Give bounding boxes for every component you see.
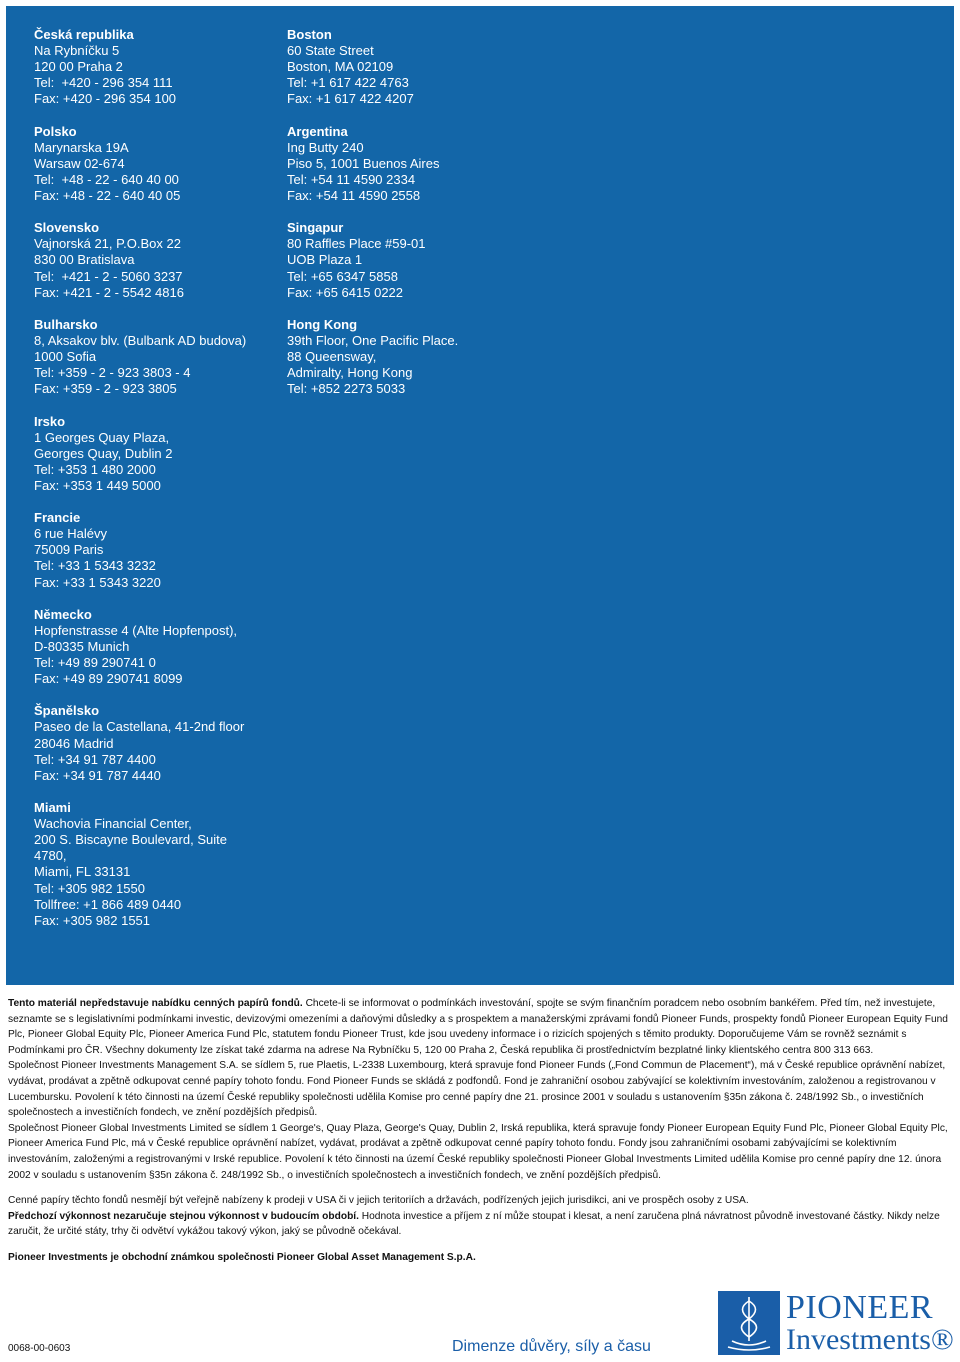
office-block xyxy=(287,124,567,205)
office-block xyxy=(34,27,284,108)
performance-warning: Předchozí výkonnost nezaručuje stejnou výkonnost v budoucím období. xyxy=(8,1210,359,1222)
office-name: Hong Kong xyxy=(287,316,358,332)
office-line: Hopfenstrasse 4 (Alte Hopfenpost), xyxy=(34,622,238,638)
office-line: 60 State Street xyxy=(287,43,374,58)
office-block xyxy=(34,414,284,495)
office-line: Tel: +1 617 422 4763 xyxy=(287,75,409,91)
office-line: 75009 Paris xyxy=(34,542,104,558)
office-line: Fax: +33 1 5343 3220 xyxy=(34,574,161,590)
performance-text: Hodnota investice a příjem z ní může stoupat i klesat, a není zaručena plná návratnost původně investované částky. Nikdy nelze zaručit, že určité státy, trhy či odvětví vykážou takový výkon, jaký se původně očekával. xyxy=(8,1210,940,1238)
office-line: Tel: +359 - 2 - 923 3803 - 4 xyxy=(34,365,191,381)
office-block xyxy=(34,220,284,301)
office-line: Piso 5, 1001 Buenos Aires xyxy=(287,155,440,171)
office-block xyxy=(34,317,284,398)
office-line: 4780, xyxy=(34,848,67,864)
office-line: Fax: +420 - 296 354 100 xyxy=(34,91,177,107)
office-block xyxy=(287,27,567,108)
office-line: Fax: +353 1 449 5000 xyxy=(34,477,161,493)
office-name: Francie xyxy=(34,510,81,526)
office-line: UOB Plaza 1 xyxy=(287,252,363,268)
office-line: Miami, FL 33131 xyxy=(34,864,131,880)
disclaimer-lead: Tento materiál nepředstavuje nabídku cenných papírů fondů. xyxy=(8,998,303,1009)
office-line: Tel: +33 1 5343 3232 xyxy=(34,558,156,574)
office-line: 120 00 Praha 2 xyxy=(34,59,123,75)
office-line: Marynarska 19A xyxy=(34,139,129,155)
office-line: Tel: +65 6347 5858 xyxy=(287,268,398,284)
office-line: 1 Georges Quay Plaza, xyxy=(34,429,170,445)
office-line: Tel: +353 1 480 2000 xyxy=(34,461,156,477)
office-line: Fax: +49 89 290741 8099 xyxy=(34,671,183,687)
office-line: Tel: +421 - 2 - 5060 3237 xyxy=(34,268,183,284)
office-line: 39th Floor, One Pacific Place. xyxy=(287,332,459,348)
disclaimer-paragraph-3: Společnost Pioneer Global Investments Limited se sídlem 1 George's, Quay Plaza, George's Quay, Dublin 2, Irská republika, která spravuje fondy Pioneer European Equity Fund Plc, Pioneer Global Equity Plc, Pioneer America Fund Plc, má v České republice oprávnění nabízet, vydávat, prodávat a zpětně odkupovat cenné papíry tohoto fondu. Fondy jsou zahraničními osobami zabývajícími se kolektivním investováním, založenými a registrovanými v Irské republice. Povolení k této činnosti na území České republiky společnosti Pioneer Global Investments Limited udělila Komise pro cenné papíry dne 12. února 2002 v souladu s ustanovením §35n zákona č. 248/1992 Sb., o investičních společnostech a investičních fondech, ve znění pozdějších předpisů. xyxy=(8,1122,948,1181)
office-line: 80 Raffles Place #59-01 xyxy=(287,236,426,252)
office-name: Argentina xyxy=(287,123,348,139)
office-line: Tel: +852 2273 5033 xyxy=(287,381,406,397)
office-name: Miami xyxy=(34,800,71,815)
office-line: Tel: +48 - 22 - 640 40 00 xyxy=(34,171,179,187)
pioneer-logo xyxy=(718,1291,954,1357)
office-line: Fax: +65 6415 0222 xyxy=(287,284,404,300)
office-name: Španělsko xyxy=(34,703,100,719)
office-line: Ing Butty 240 xyxy=(287,139,364,155)
office-line: Warsaw 02-674 xyxy=(34,155,125,171)
office-name: Polsko xyxy=(34,123,77,139)
office-block xyxy=(34,800,284,929)
office-line: Vajnorská 21, P.O.Box 22 xyxy=(34,236,181,252)
disclaimer-paragraph-4: Cenné papíry těchto fondů nesmějí být veřejně nabízeny k prodeji v USA či v jejich teritoriích a državách, podřízených jejich jurisdikci, ani ve prospěch osoby z USA. xyxy=(8,1195,749,1207)
logo-wordmark: PIONEER xyxy=(786,1289,934,1326)
office-name: Boston xyxy=(287,27,332,42)
office-line: Tel: +49 89 290741 0 xyxy=(34,655,156,671)
contacts-panel xyxy=(6,6,954,985)
office-block xyxy=(34,510,284,591)
office-line: Tel: +420 - 296 354 111 xyxy=(34,75,173,91)
office-line: Boston, MA 02109 xyxy=(287,59,394,75)
office-line: 28046 Madrid xyxy=(34,735,114,751)
office-line: Tollfree: +1 866 489 0440 xyxy=(34,896,182,912)
office-block xyxy=(34,607,284,688)
office-line: 88 Queensway, xyxy=(287,349,377,365)
office-name: Singapur xyxy=(287,220,344,236)
office-line: 200 S. Biscayne Boulevard, Suite xyxy=(34,832,227,848)
slogan: Dimenze důvěry, síly a času xyxy=(452,1338,651,1355)
office-name: Německo xyxy=(34,606,92,622)
office-line: 8, Aksakov blv. (Bulbank AD budova) xyxy=(34,332,247,348)
office-line: Fax: +48 - 22 - 640 40 05 xyxy=(34,188,181,204)
office-block xyxy=(34,124,284,205)
office-line: Fax: +305 982 1551 xyxy=(34,912,151,928)
disclaimer-paragraph-1 xyxy=(8,996,953,1058)
ship-icon xyxy=(718,1291,780,1355)
office-line: Tel: +54 11 4590 2334 xyxy=(287,171,416,187)
office-line: Wachovia Financial Center, xyxy=(34,816,192,831)
office-line: D-80335 Munich xyxy=(34,638,130,654)
office-line: Na Rybníčku 5 xyxy=(34,43,120,58)
office-line: Fax: +1 617 422 4207 xyxy=(287,91,414,107)
office-line: Admiralty, Hong Kong xyxy=(287,365,413,381)
office-line: Fax: +54 11 4590 2558 xyxy=(287,188,421,204)
disclaimer-text: Chcete-li se informovat o podmínkách investování, spojte se svým finančním poradcem nebo osobním bankéřem. Před tím, než investujete, seznamte se s legislativními podmínkami investic, devizovými omezeními a daňovými důsledky a s prospektem a manažerskými zprávami fondů Pioneer Funds, prospekty fondů Pioneer European Equity Fund Plc, Pioneer Global Equity Plc, Pioneer America Fund Plc, statutem fondu Pioneer Trust, kde jsou uvedeny informace i o rizicích spojených s těmito produkty. Doporučujeme Vám se rovněž seznámit s Podmínkami pro ČR. Všechny dokumenty lze získat také zdarma na adrese Na Rybníčku 5, 120 00 Praha 2, Česká republika či prostřednictvím bezplatné linky klientského centra 800 313 663. xyxy=(8,998,948,1056)
office-name: Bulharsko xyxy=(34,316,98,332)
offices-left-column xyxy=(34,27,284,945)
office-line: Paseo de la Castellana, 41-2nd floor xyxy=(34,719,245,735)
disclaimer xyxy=(8,996,953,1266)
disclaimer-paragraph-2: Společnost Pioneer Investments Management S.A. se sídlem 5, rue Plaetis, L-2338 Luxembourg, která spravuje fond Pioneer Funds („Fond Commun de Placement“), má v České republice oprávnění nabízet, vydávat, prodávat a zpětně odkupovat cenné papíry tohoto fondu. Fond Pioneer Funds se skládá z podfondů. Fond je zahraniční osobou zabývající se kolektivním investováním, založenou a registrovanou v Lucembursku. Povolení k této činnosti na území České republiky společnosti udělila Komise pro cenné papíry dne 21. prosince 2001 v souladu s ustanovením §35n zákona č. 248/1992 Sb., o investičních společnostech a investičních fondech, ve znění pozdějších předpisů. xyxy=(8,1060,946,1119)
office-line: 1000 Sofia xyxy=(34,349,97,365)
trademark-notice: Pioneer Investments je obchodní známkou společnosti Pioneer Global Asset Management S.p.A. xyxy=(8,1251,476,1263)
offices-right-column xyxy=(287,27,567,414)
office-line: Fax: +421 - 2 - 5542 4816 xyxy=(34,284,184,300)
office-line: Tel: +34 91 787 4400 xyxy=(34,751,156,767)
disclaimer-paragraph-5 xyxy=(8,1209,953,1240)
office-line: Tel: +305 982 1550 xyxy=(34,880,145,896)
office-line: Fax: +34 91 787 4440 xyxy=(34,767,161,783)
logo-subtitle: Investments® xyxy=(786,1323,954,1356)
office-line: 6 rue Halévy xyxy=(34,526,107,542)
office-name: Česká republika xyxy=(34,27,134,42)
office-line: 830 00 Bratislava xyxy=(34,252,135,268)
office-line: Fax: +359 - 2 - 923 3805 xyxy=(34,381,177,397)
document-code: 0068-00-0603 xyxy=(8,1343,71,1354)
office-line: Georges Quay, Dublin 2 xyxy=(34,445,173,461)
office-block xyxy=(287,220,567,301)
office-name: Slovensko xyxy=(34,220,100,236)
office-block xyxy=(287,317,567,398)
office-block xyxy=(34,703,284,784)
office-name: Irsko xyxy=(34,413,66,429)
